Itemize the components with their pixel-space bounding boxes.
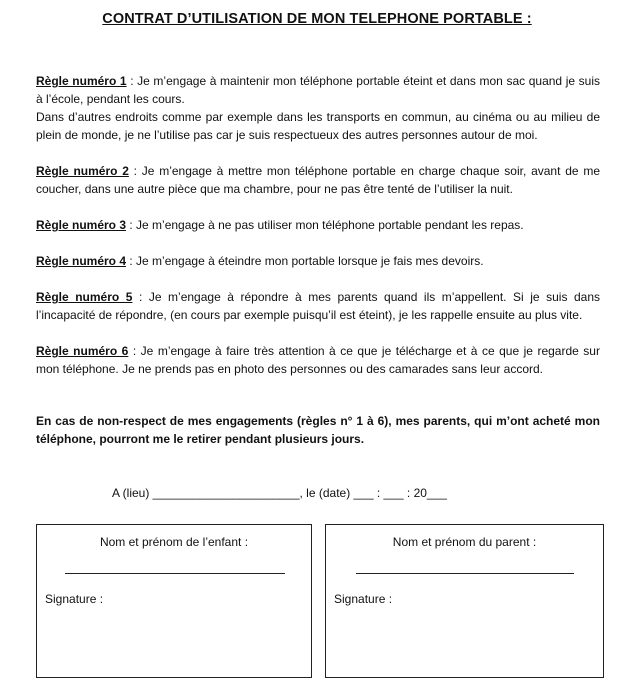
rules-list xyxy=(36,72,600,396)
rule-text: : Je m’engage à éteindre mon portable lorsque je fais mes devoirs. xyxy=(126,254,484,268)
child-name-line xyxy=(65,573,285,574)
warning-paragraph: En cas de non-respect de mes engagements (règles n° 1 à 6), mes parents, qui m’ont acheté mon téléphone, pourront me le retirer pendant plusieurs jours. xyxy=(36,414,600,446)
rule-text: Dans d’autres endroits comme par exemple dans les transports en commun, au cinéma ou au milieu de plein de monde, je ne l’utilise pas car je suis respectueux des autres personnes autour de moi. xyxy=(36,110,600,142)
rule-label: Règle numéro 4 xyxy=(36,254,127,268)
rule-text: : Je m’engage à faire très attention à ce que je télécharge et à ce que je regarde sur mon téléphone. Je ne prends pas en photo des personnes ou des camarades sans leur accord. xyxy=(36,344,600,376)
rule-4 xyxy=(36,252,600,270)
rule-3 xyxy=(36,216,600,234)
rule-text: : Je m’engage à répondre à mes parents quand ils m’appellent. Si je suis dans l’incapacité de répondre, (en cours par exemple puisqu’il est éteint), je les rappelle ensuite au plus vite. xyxy=(36,290,601,322)
rule-5 xyxy=(36,288,600,324)
parent-signature-box xyxy=(325,524,604,678)
rule-text: : Je m’engage à maintenir mon téléphone portable éteint et dans mon sac quand je suis à l’école, pendant les cours. xyxy=(36,74,600,106)
child-signature-label: Signature : xyxy=(45,592,104,606)
rule-label: Règle numéro 2 xyxy=(36,164,129,178)
rule-label: Règle numéro 3 xyxy=(36,218,127,232)
rule-text: : Je m’engage à mettre mon téléphone portable en charge chaque soir, avant de me coucher, dans une autre pièce que ma chambre, pour ne pas être tenté de l’utiliser la nuit. xyxy=(36,164,600,196)
child-signature-box xyxy=(36,524,312,678)
child-name-heading: Nom et prénom de l’enfant : xyxy=(99,535,249,549)
rule-2 xyxy=(36,162,600,198)
rule-6 xyxy=(36,342,600,378)
parent-signature-label: Signature : xyxy=(334,592,393,606)
rule-label: Règle numéro 6 xyxy=(36,344,129,358)
place-date-line: A (lieu) ______________________, le (date) ___ : ___ : 20___ xyxy=(112,486,447,500)
rule-1 xyxy=(36,72,600,144)
rule-text: : Je m’engage à ne pas utiliser mon téléphone portable pendant les repas. xyxy=(126,218,524,232)
rule-label: Règle numéro 5 xyxy=(36,290,133,304)
rule-label: Règle numéro 1 xyxy=(36,74,127,88)
parent-name-line xyxy=(356,573,574,574)
page-title: CONTRAT D’UTILISATION DE MON TELEPHONE PORTABLE : xyxy=(102,11,532,27)
parent-name-heading: Nom et prénom du parent : xyxy=(392,535,537,549)
